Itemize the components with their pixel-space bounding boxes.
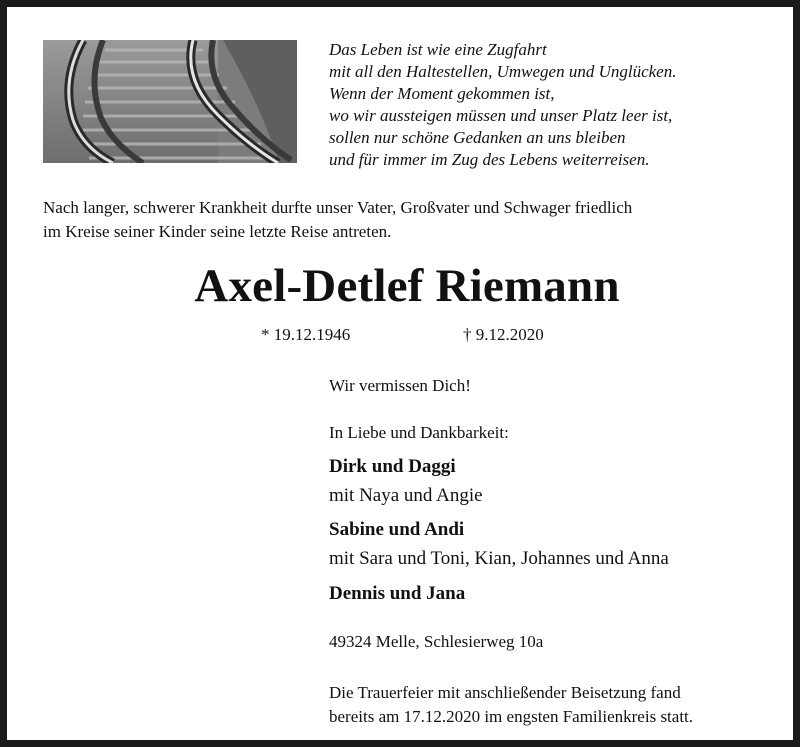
miss-line: Wir vermissen Dich! xyxy=(329,376,471,395)
family-names: Dirk und Daggi xyxy=(329,456,456,477)
railway-tracks-photo xyxy=(43,40,297,163)
death-date: † 9.12.2020 xyxy=(463,325,544,344)
family-names: Dennis und Jana xyxy=(329,583,466,604)
poem-line: wo wir aussteigen müssen und unser Platz leer ist, xyxy=(329,106,673,125)
family-children: mit Sara und Toni, Kian, Johannes und Anna xyxy=(329,548,669,569)
family-names: Sabine und Andi xyxy=(329,519,465,540)
poem-line: Das Leben ist wie eine Zugfahrt xyxy=(329,40,547,59)
family-children: mit Naya und Angie xyxy=(329,485,483,506)
poem-line: mit all den Haltestellen, Umwegen und Unglücken. xyxy=(329,62,677,81)
poem-line: Wenn der Moment gekommen ist, xyxy=(329,84,555,103)
intro-text xyxy=(43,196,783,244)
poem xyxy=(329,39,779,171)
intro-line: im Kreise seiner Kinder seine letzte Reise antreten. xyxy=(43,222,392,241)
dedication-line: In Liebe und Dankbarkeit: xyxy=(329,423,509,442)
birth-date: * 19.12.1946 xyxy=(261,325,351,344)
deceased-name: Axel-Detlef Riemann xyxy=(194,260,620,312)
funeral-line: bereits am 17.12.2020 im engsten Familienkreis statt. xyxy=(329,707,694,726)
poem-line: und für immer im Zug des Lebens weiterreisen. xyxy=(329,150,650,169)
intro-line: Nach langer, schwerer Krankheit durfte unser Vater, Großvater und Schwager friedlich xyxy=(43,198,633,217)
poem-line: sollen nur schöne Gedanken an uns bleiben xyxy=(329,128,626,147)
funeral-line: Die Trauerfeier mit anschließender Beisetzung fand xyxy=(329,683,681,702)
address: 49324 Melle, Schlesierweg 10a xyxy=(329,632,544,651)
